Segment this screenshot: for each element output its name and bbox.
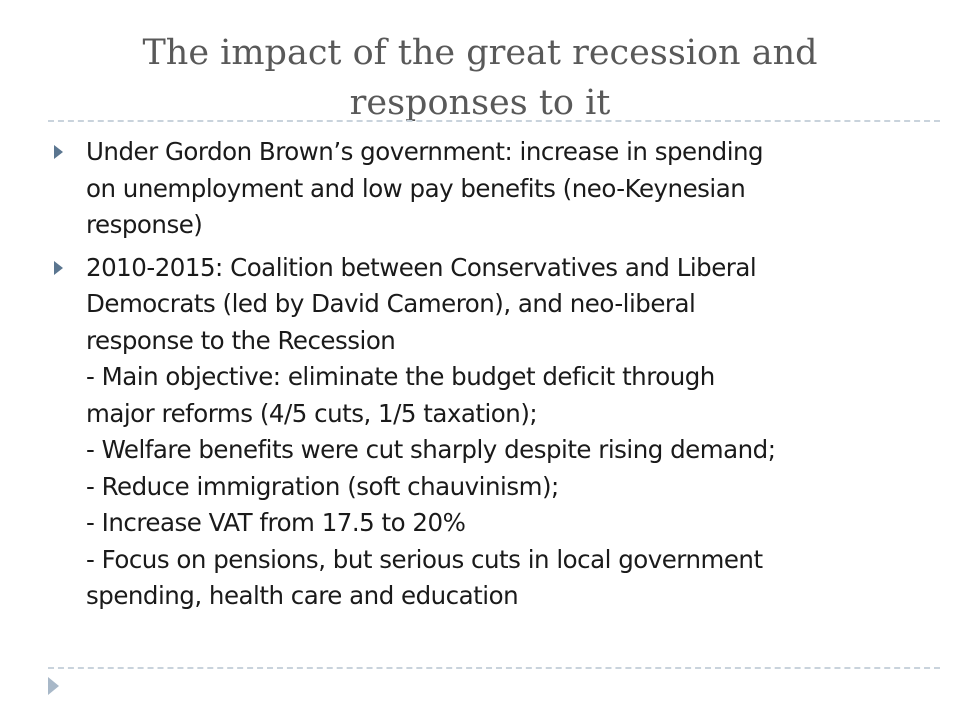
sub-point-line: - Welfare benefits were cut sharply despite rising demand; bbox=[86, 435, 776, 464]
sub-point-line: spending, health care and education bbox=[86, 581, 519, 610]
bullet-line: response) bbox=[86, 210, 203, 239]
footer-divider bbox=[48, 667, 940, 669]
bullet-item bbox=[54, 134, 914, 244]
bullet-line: on unemployment and low pay benefits (neo-Keynesian bbox=[86, 173, 746, 203]
bullet-line: 2010-2015: Coalition between Conservatives and Liberal bbox=[86, 252, 757, 282]
sub-point-line: - Increase VAT from 17.5 to 20% bbox=[86, 508, 466, 537]
bullet-line: Under Gordon Brown’s government: increase in spending bbox=[86, 137, 764, 166]
sub-point-line: - Focus on pensions, but serious cuts in local government bbox=[86, 544, 763, 574]
triangle-bullet-icon bbox=[54, 145, 63, 159]
slide-title bbox=[80, 28, 880, 128]
slide-title-line-1: The impact of the great recession and bbox=[142, 33, 818, 73]
slide-body bbox=[54, 134, 914, 621]
bullet-item bbox=[54, 250, 914, 615]
bullet-line: response to the Recession bbox=[86, 325, 396, 355]
slide-title-line-2: responses to it bbox=[349, 83, 611, 123]
title-divider bbox=[48, 120, 940, 122]
sub-point-line: - Main objective: eliminate the budget deficit through bbox=[86, 362, 715, 391]
triangle-footer-icon bbox=[48, 677, 59, 695]
sub-point-line: major reforms (4/5 cuts, 1/5 taxation); bbox=[86, 398, 538, 428]
bullet-line: Democrats (led by David Cameron), and neo-liberal bbox=[86, 289, 696, 318]
triangle-bullet-icon bbox=[54, 261, 63, 275]
sub-point-line: - Reduce immigration (soft chauvinism); bbox=[86, 471, 559, 501]
